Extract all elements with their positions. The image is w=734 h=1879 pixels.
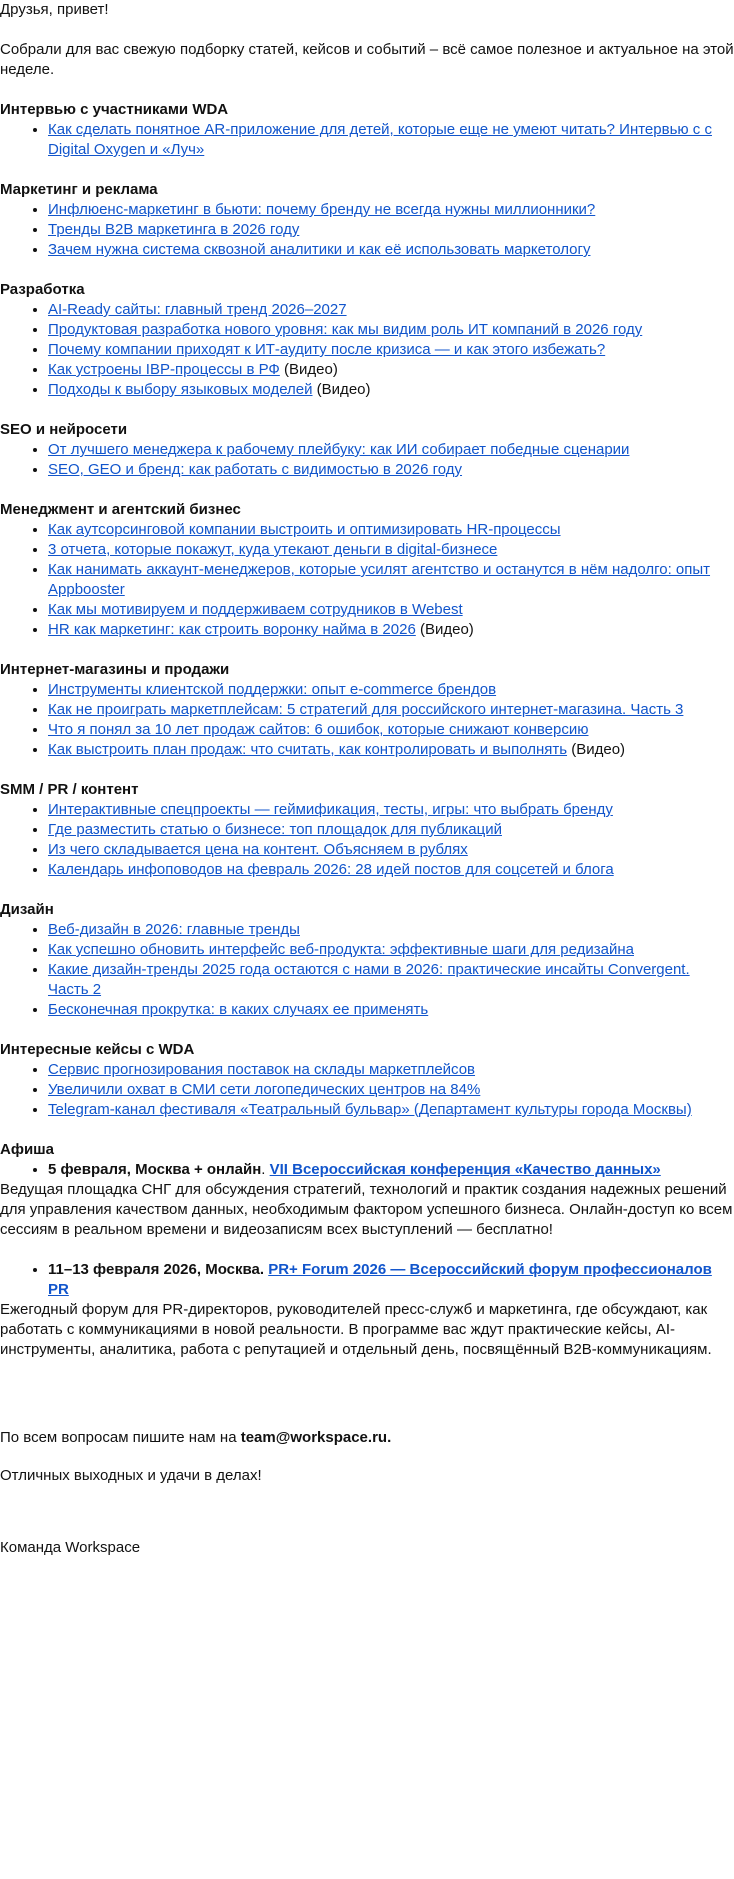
article-list xyxy=(0,200,734,260)
section-title: Дизайн xyxy=(0,901,54,918)
event-separator: . xyxy=(261,1161,270,1178)
article-link[interactable]: Из чего складывается цена на контент. Объясняем в рублях xyxy=(48,841,468,858)
article-link[interactable]: Как нанимать аккаунт-менеджеров, которые усилят агентство и останутся в нём надолго: опыт Appbooster xyxy=(48,561,711,598)
farewell: Отличных выходных и удачи в делах! xyxy=(0,1467,262,1484)
article-link[interactable]: Интерактивные спецпроекты — геймификация, тесты, игры: что выбрать бренду xyxy=(48,801,613,818)
contact-line xyxy=(0,1428,734,1448)
article-link[interactable]: AI-Ready сайты: главный тренд 2026–2027 xyxy=(48,301,347,318)
article-list xyxy=(0,120,734,160)
article-link[interactable]: От лучшего менеджера к рабочему плейбуку: как ИИ собирает победные сценарии xyxy=(48,441,630,458)
article-link[interactable]: Что я понял за 10 лет продаж сайтов: 6 ошибок, которые снижают конверсию xyxy=(48,721,589,738)
article-link[interactable]: Почему компании приходят к ИТ-аудиту после кризиса — и как этого избежать? xyxy=(48,341,606,358)
article-section xyxy=(0,780,734,880)
section-title: SMM / PR / контент xyxy=(0,781,139,798)
afisha-title: Афиша xyxy=(0,1141,55,1158)
list-item xyxy=(48,820,734,840)
video-note: (Видео) xyxy=(567,741,626,758)
article-section xyxy=(0,660,734,760)
list-item xyxy=(48,720,734,740)
article-link[interactable]: Как не проиграть маркетплейсам: 5 стратегий для российского интернет-магазина. Часть 3 xyxy=(48,701,684,718)
afisha-section xyxy=(0,1140,734,1380)
article-link[interactable]: 3 отчета, которые покажут, куда утекают деньги в digital-бизнесе xyxy=(48,541,498,558)
event-date: 5 февраля, Москва + онлайн xyxy=(48,1161,262,1178)
event-spacer xyxy=(0,1240,734,1260)
list-item xyxy=(48,680,734,700)
list-item xyxy=(48,600,734,620)
article-link[interactable]: Зачем нужна система сквозной аналитики и как её использовать маркетологу xyxy=(48,241,591,258)
video-note: (Видео) xyxy=(312,381,371,398)
list-item xyxy=(48,380,734,400)
list-item xyxy=(48,860,734,880)
section-title: Интересные кейсы с WDA xyxy=(0,1041,195,1058)
list-item xyxy=(48,240,734,260)
section-title: Интернет-магазины и продажи xyxy=(0,661,230,678)
article-link[interactable]: Где разместить статью о бизнесе: топ площадок для публикаций xyxy=(48,821,502,838)
list-item xyxy=(48,520,734,540)
event-list xyxy=(0,1260,734,1300)
intro-text: Собрали для вас свежую подборку статей, кейсов и событий – всё самое полезное и актуальное на этой неделе. xyxy=(0,41,734,78)
article-link[interactable]: Инфлюенс-маркетинг в бьюти: почему бренду не всегда нужны миллионники? xyxy=(48,201,596,218)
article-list xyxy=(0,680,734,760)
event-list xyxy=(0,1160,734,1180)
event-item xyxy=(48,1260,734,1300)
article-link[interactable]: Календарь инфоповодов на февраль 2026: 28 идей постов для соцсетей и блога xyxy=(48,861,614,878)
greeting: Друзья, привет! xyxy=(0,1,109,18)
article-section xyxy=(0,100,734,160)
list-item xyxy=(48,1000,734,1020)
article-section xyxy=(0,900,734,1020)
article-link[interactable]: Тренды B2B маркетинга в 2026 году xyxy=(48,221,300,238)
section-title: Менеджмент и агентский бизнес xyxy=(0,501,241,518)
list-item xyxy=(48,220,734,240)
article-section xyxy=(0,420,734,480)
article-list xyxy=(0,1060,734,1120)
list-item xyxy=(48,560,734,600)
list-item xyxy=(48,540,734,560)
list-item xyxy=(48,700,734,720)
article-section xyxy=(0,500,734,640)
list-item xyxy=(48,460,734,480)
event-description: Ежегодный форум для PR-директоров, руководителей пресс-служб и маркетинга, где обсуждают, как работать с коммуникациями в новой реальности. В программе вас ждут практические кейсы, AI-инструменты, аналитика, работа с репутацией и отдельный день, посвящённый B2B-коммуникациям. xyxy=(0,1301,712,1358)
article-link[interactable]: Инструменты клиентской поддержки: опыт e-commerce брендов xyxy=(48,681,497,698)
list-item xyxy=(48,920,734,940)
section-title: SEO и нейросети xyxy=(0,421,128,438)
list-item xyxy=(48,300,734,320)
video-note: (Видео) xyxy=(279,361,338,378)
article-link[interactable]: Продуктовая разработка нового уровня: как мы видим роль ИТ компаний в 2026 году xyxy=(48,321,643,338)
event-link[interactable]: PR+ Forum 2026 — Всероссийский форум профессионалов PR xyxy=(48,1261,712,1298)
list-item xyxy=(48,360,734,380)
list-item xyxy=(48,840,734,860)
signature: Команда Workspace xyxy=(0,1539,141,1556)
article-link[interactable]: Как мы мотивируем и поддерживаем сотрудников в Webest xyxy=(48,601,463,618)
article-list xyxy=(0,300,734,400)
sections-container xyxy=(0,100,734,1120)
article-link[interactable]: Telegram-канал фестиваля «Театральный бульвар» (Департамент культуры города Москвы) xyxy=(48,1101,692,1118)
list-item xyxy=(48,940,734,960)
section-title: Разработка xyxy=(0,281,85,298)
article-link[interactable]: Как успешно обновить интерфейс веб-продукта: эффективные шаги для редизайна xyxy=(48,941,634,958)
list-item xyxy=(48,1080,734,1100)
event-item xyxy=(48,1160,734,1180)
article-link[interactable]: Веб-дизайн в 2026: главные тренды xyxy=(48,921,300,938)
article-link[interactable]: Бесконечная прокрутка: в каких случаях ее применять xyxy=(48,1001,429,1018)
article-section xyxy=(0,1040,734,1120)
list-item xyxy=(48,960,734,1000)
event-description: Ведущая площадка СНГ для обсуждения стратегий, технологий и практик создания надежных решений для управления качеством данных, необходимым фактором успешного бизнеса. Онлайн-доступ ко всем сессиям в реальном времени и видеозаписям всех выступлений — бесплатно! xyxy=(0,1181,733,1238)
section-title: Интервью с участниками WDA xyxy=(0,101,229,118)
contact-prefix: По всем вопросам пишите нам на xyxy=(0,1429,241,1446)
section-title: Маркетинг и реклама xyxy=(0,181,158,198)
article-link[interactable]: Подходы к выбору языковых моделей xyxy=(48,381,313,398)
contact-email[interactable]: team@workspace.ru. xyxy=(240,1429,392,1446)
event-spacer xyxy=(0,1360,734,1380)
article-section xyxy=(0,280,734,400)
list-item xyxy=(48,200,734,220)
article-link[interactable]: Какие дизайн-тренды 2025 года остаются с нами в 2026: практические инсайты Convergent. Часть 2 xyxy=(48,961,690,998)
article-link[interactable]: Как сделать понятное AR-приложение для детей, которые еще не умеют читать? Интервью с с Digital Oxygen и «Луч» xyxy=(48,121,712,158)
list-item xyxy=(48,320,734,340)
article-section xyxy=(0,180,734,260)
afisha-events xyxy=(0,1160,734,1380)
event-link[interactable]: VII Всероссийская конференция «Качество данных» xyxy=(269,1161,661,1178)
article-list xyxy=(0,440,734,480)
list-item xyxy=(48,120,734,160)
article-link[interactable]: Как устроены IBP-процессы в РФ xyxy=(48,361,280,378)
list-item xyxy=(48,340,734,360)
event-date: 11–13 февраля 2026, Москва. xyxy=(48,1261,265,1278)
article-link[interactable]: Сервис прогнозирования поставок на склады маркетплейсов xyxy=(48,1061,476,1078)
list-item xyxy=(48,620,734,640)
article-list xyxy=(0,520,734,640)
list-item xyxy=(48,800,734,820)
list-item xyxy=(48,740,734,760)
list-item xyxy=(48,440,734,460)
article-link[interactable]: Как аутсорсинговой компании выстроить и оптимизировать HR-процессы xyxy=(48,521,561,538)
article-link[interactable]: Как выстроить план продаж: что считать, как контролировать и выполнять xyxy=(48,741,568,758)
article-link[interactable]: Увеличили охват в СМИ сети логопедических центров на 84% xyxy=(48,1081,481,1098)
list-item xyxy=(48,1100,734,1120)
list-item xyxy=(48,1060,734,1080)
article-link[interactable]: SEO, GEO и бренд: как работать с видимостью в 2026 году xyxy=(48,461,463,478)
article-list xyxy=(0,800,734,880)
article-list xyxy=(0,920,734,1020)
article-link[interactable]: HR как маркетинг: как строить воронку найма в 2026 xyxy=(48,621,416,638)
video-note: (Видео) xyxy=(415,621,474,638)
